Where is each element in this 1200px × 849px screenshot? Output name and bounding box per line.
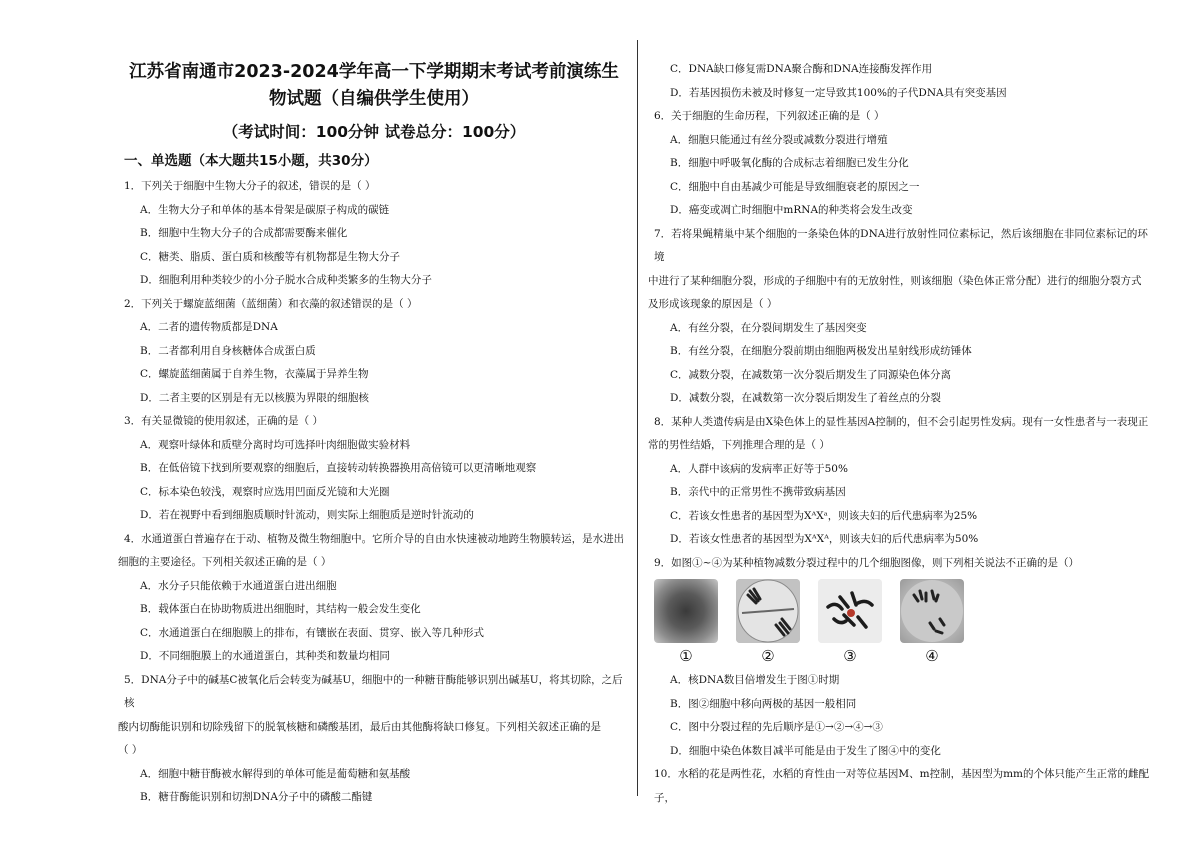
question-stem: 8．某种人类遗传病是由X染色体上的显性基因A控制的，但不会引起男性发病。现有一女性患者与一表现正 — [654, 415, 1149, 428]
micrograph-image — [900, 579, 964, 643]
question-stem: 3．有关显微镜的使用叙述，正确的是（ ） — [124, 415, 324, 427]
option-d: D．细胞中染色体数目减半可能是由于发生了图④中的变化 — [670, 744, 941, 757]
option-c: C．糖类、脂质、蛋白质和核酸等有机物都是生物大分子 — [140, 250, 401, 263]
question-stem: 6．关于细胞的生命历程，下列叙述正确的是（ ） — [654, 110, 885, 122]
option-d: D．若该女性患者的基因型为XᴬXᴬ，则该夫妇的后代患病率为50% — [670, 533, 979, 545]
question-7 — [648, 223, 1158, 411]
question-4 — [118, 528, 630, 669]
option-b: B．细胞中呼吸氧化酶的合成标志着细胞已发生分化 — [670, 157, 909, 169]
section-heading: 一、单选题（本大题共15小题，共30分） — [124, 153, 378, 169]
option-a: A．生物大分子和单体的基本骨架是碳原子构成的碳链 — [140, 203, 390, 216]
figure-1 — [654, 579, 718, 667]
question-stem-cont: 细胞的主要途径。下列相关叙述正确的是（ ） — [118, 556, 332, 568]
question-3 — [118, 410, 630, 528]
option-d: D．若在视野中看到细胞质顺时针流动，则实际上细胞质是逆时针流动的 — [140, 509, 474, 521]
option-d: D．不同细胞膜上的水通道蛋白，其种类和数量均相同 — [140, 650, 390, 662]
question-stem: 5．DNA分子中的碱基C被氧化后会转变为碱基U，细胞中的一种糖苷酶能够识别出碱基U，将其切除，之后核 — [124, 673, 623, 709]
question-stem: 9．如图①~④为某种植物减数分裂过程中的几个细胞图像，则下列相关说法不正确的是（） — [654, 556, 1079, 569]
option-a: A．人群中该病的发病率正好等于50% — [670, 462, 848, 475]
figure-2 — [736, 579, 800, 667]
figure-label: ④ — [925, 647, 939, 665]
question-1 — [118, 175, 630, 293]
option-a: A．观察叶绿体和质壁分离时均可选择叶肉细胞做实验材料 — [140, 438, 411, 451]
option-c: C．水通道蛋白在细胞膜上的排布，有镶嵌在表面、贯穿、嵌入等几种形式 — [140, 626, 485, 639]
question-stem-cont: 中进行了某种细胞分裂，形成的子细胞中有的无放射性，则该细胞（染色体正常分配）进行的细胞分裂方式 — [648, 274, 1142, 287]
question-9 — [648, 552, 1158, 764]
option-b: B．有丝分裂，在细胞分裂前期由细胞两极发出星射线形成纺锤体 — [670, 345, 972, 357]
question-10 — [648, 763, 1158, 810]
question-8 — [648, 411, 1158, 552]
question-stem: 4．水通道蛋白普遍存在于动、植物及微生物细胞中。它所介导的自由水快速被动地跨生物膜转运，是水进出 — [124, 532, 625, 545]
question-stem: 2．下列关于螺旋蓝细菌（蓝细菌）和衣藻的叙述错误的是（ ） — [124, 297, 418, 310]
option-a: A．细胞只能通过有丝分裂或减数分裂进行增殖 — [670, 133, 888, 146]
micrograph-row — [648, 579, 1158, 667]
question-stem-cont: 及形成该现象的原因是（ ） — [648, 298, 778, 310]
figure-label: ③ — [843, 647, 857, 665]
figure-3 — [818, 579, 882, 667]
option-d: D．减数分裂，在减数第一次分裂后期发生了着丝点的分裂 — [670, 392, 941, 404]
exam-title-line1: 江苏省南通市2023-2024学年高一下学期期末考试考前演练生 — [129, 62, 619, 82]
option-b: B．糖苷酶能识别和切割DNA分子中的磷酸二酯键 — [140, 791, 373, 803]
right-column — [648, 58, 1158, 810]
option-b: B．亲代中的正常男性不携带致病基因 — [670, 486, 846, 498]
option-d: D．二者主要的区别是有无以核膜为界限的细胞核 — [140, 391, 369, 404]
column-divider — [637, 40, 638, 796]
micrograph-image — [736, 579, 800, 643]
option-c: C．细胞中自由基减少可能是导致细胞衰老的原因之一 — [670, 180, 920, 193]
question-2 — [118, 293, 630, 411]
question-6 — [648, 105, 1158, 223]
exam-title-line2: 物试题（自编供学生使用） — [269, 89, 479, 109]
micrograph-image — [654, 579, 718, 643]
option-c: C．标本染色较浅，观察时应选用凹面反光镜和大光圈 — [140, 485, 390, 498]
question-stem: 10．水稻的花是两性花，水稻的育性由一对等位基因M、m控制，基因型为mm的个体只能产生正常的雌配子， — [654, 768, 1149, 804]
option-a: A．二者的遗传物质都是DNA — [140, 321, 278, 333]
figure-label: ② — [761, 647, 775, 665]
option-b: B．二者都利用自身核糖体合成蛋白质 — [140, 344, 316, 357]
option-a: A．细胞中糖苷酶被水解得到的单体可能是葡萄糖和氨基酸 — [140, 767, 411, 780]
left-column — [118, 55, 630, 810]
option-a: A．核DNA数目倍增发生于图①时期 — [670, 674, 840, 686]
option-b: B．在低倍镜下找到所要观察的细胞后，直接转动转换器换用高倍镜可以更清晰地观察 — [140, 462, 537, 474]
option-c: C．螺旋蓝细菌属于自养生物，衣藻属于异养生物 — [140, 368, 369, 380]
figure-4 — [900, 579, 964, 667]
option-c: C．减数分裂，在减数第一次分裂后期发生了同源染色体分离 — [670, 368, 952, 381]
option-c: C．若该女性患者的基因型为XᴬXᵃ，则该夫妇的后代患病率为25% — [670, 509, 978, 522]
question-5 — [118, 669, 630, 810]
option-d: D．细胞利用种类较少的小分子脱水合成种类繁多的生物大分子 — [140, 274, 432, 286]
option-c: C．DNA缺口修复需DNA聚合酶和DNA连接酶发挥作用 — [670, 63, 933, 75]
question-stem-cont: 常的男性结婚，下列推理合理的是（ ） — [648, 439, 830, 451]
option-d: D．若基因损伤未被及时修复一定导致其100%的子代DNA具有突变基因 — [670, 86, 1007, 99]
option-a: A．有丝分裂，在分裂间期发生了基因突变 — [670, 321, 867, 334]
question-stem: 7．若将果蝇精巢中某个细胞的一条染色体的DNA进行放射性同位素标记，然后该细胞在非同位素标记的环境 — [654, 227, 1148, 263]
option-d: D．癌变或凋亡时细胞中mRNA的种类将会发生改变 — [670, 204, 913, 216]
question-stem-cont: 酸内切酶能识别和切除残留下的脱氧核糖和磷酸基团，最后由其他酶将缺口修复。下列相关叙述正确的是 — [118, 720, 601, 733]
option-c: C．图中分裂过程的先后顺序是①→②→④→③ — [670, 721, 883, 733]
question-stem: 1．下列关于细胞中生物大分子的叙述，错误的是（ ） — [124, 180, 376, 192]
exam-info: （考试时间：100分钟 试卷总分：100分） — [222, 123, 526, 141]
option-b: B．载体蛋白在协助物质进出细胞时，其结构一般会发生变化 — [140, 603, 421, 615]
option-a: A．水分子只能依赖于水通道蛋白进出细胞 — [140, 579, 337, 592]
micrograph-image — [818, 579, 882, 643]
question-stem-cont: （ ） — [118, 744, 143, 756]
option-b: B．图②细胞中移向两极的基因一般相同 — [670, 697, 857, 710]
option-b: B．细胞中生物大分子的合成都需要酶来催化 — [140, 227, 348, 239]
figure-label: ① — [679, 647, 693, 665]
